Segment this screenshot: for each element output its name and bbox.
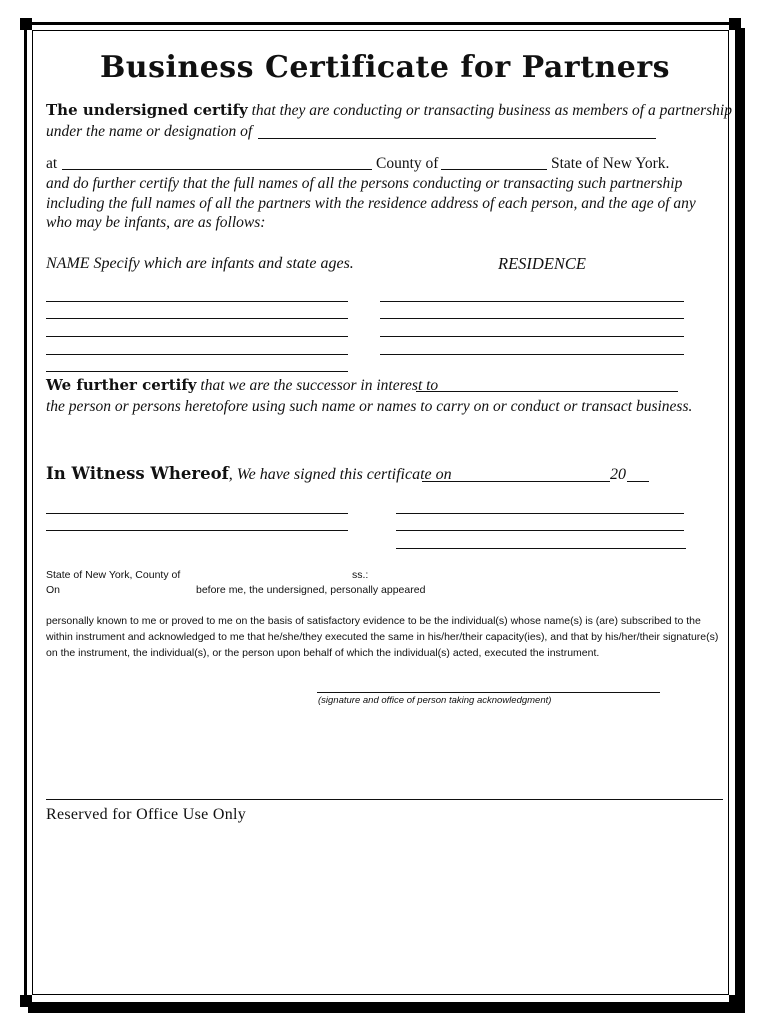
partnership-name-field[interactable] xyxy=(258,138,656,139)
state-label: State of New York. xyxy=(551,155,670,172)
page-title: Business Certificate for Partners xyxy=(99,50,671,85)
office-use-label: Reserved for Office Use Only xyxy=(46,806,247,823)
office-use-divider xyxy=(46,799,723,800)
intro-rest: that they are conducting or transacting business as members of a partnership xyxy=(247,102,732,119)
county-label: County of xyxy=(376,155,439,172)
successor-line-2: the person or persons heretofore using such name or names to carry on or conduct or transact business. xyxy=(46,398,693,415)
partner-name-field[interactable] xyxy=(46,336,348,337)
corner-ornament-bottom-right xyxy=(729,995,741,1007)
corner-ornament-top-left xyxy=(20,18,32,30)
successor-line-1 xyxy=(46,376,438,395)
successor-field[interactable] xyxy=(416,391,678,392)
witness-rest: , We have signed this certificate on xyxy=(228,466,452,483)
signing-date-field[interactable] xyxy=(422,481,610,482)
notary-signature-field[interactable] xyxy=(317,692,660,693)
ack-body: personally known to me or proved to me on the basis of satisfactory evidence to be the individual(s) whose name(s) is (are) subscribed to the within instrument and acknowledged to me that he/she/they executed the same in his/her/their capacity(ies), and that by his/her/their signature(s) on the instrument, the individual(s), or the person upon behalf of which the individual(s) acted, executed the instrument. xyxy=(46,615,719,659)
certify-paragraph: and do further certify that the full names of all the persons conducting or transacting such partnership including the full names of all the partners with the residence address of each person, and the age of any who may be infants, are as follows: xyxy=(46,175,696,231)
notary-signature-caption: (signature and office of person taking acknowledgment) xyxy=(318,695,552,706)
address-field[interactable] xyxy=(62,169,372,170)
intro-line-2: under the name or designation of xyxy=(46,123,253,140)
corner-ornament-bottom-left xyxy=(20,995,32,1007)
ack-state-county: State of New York, County of xyxy=(46,569,181,581)
partner-residence-field[interactable] xyxy=(380,336,684,337)
signature-field[interactable] xyxy=(46,530,348,531)
intro-lead: The undersigned certify xyxy=(46,101,248,119)
ack-before-me: before me, the undersigned, personally appeared xyxy=(196,584,426,596)
at-label: at xyxy=(46,155,58,172)
ack-ss: ss.: xyxy=(352,569,369,581)
successor-rest: that we are the successor in interest to xyxy=(196,377,439,394)
corner-ornament-top-right xyxy=(729,18,741,30)
signature-field[interactable] xyxy=(396,530,684,531)
residence-column-header: RESIDENCE xyxy=(498,254,586,273)
intro-line-1 xyxy=(46,101,732,120)
partner-name-field[interactable] xyxy=(46,354,348,355)
partner-name-field[interactable] xyxy=(46,371,348,372)
signing-year-field[interactable] xyxy=(627,481,649,482)
signature-field[interactable] xyxy=(396,548,686,549)
partner-name-field[interactable] xyxy=(46,301,348,302)
year-prefix: 20 xyxy=(610,466,626,483)
partner-residence-field[interactable] xyxy=(380,301,684,302)
witness-line xyxy=(46,464,452,484)
county-field[interactable] xyxy=(441,169,547,170)
partner-residence-field[interactable] xyxy=(380,354,684,355)
ack-on-label: On xyxy=(46,584,61,596)
signature-field[interactable] xyxy=(396,513,684,514)
name-column-header: NAME Specify which are infants and state ages. xyxy=(46,255,354,272)
signature-field[interactable] xyxy=(46,513,348,514)
partner-name-field[interactable] xyxy=(46,318,348,319)
partner-residence-field[interactable] xyxy=(380,318,684,319)
successor-lead: We further certify xyxy=(46,376,197,394)
witness-lead: In Witness Whereof xyxy=(46,464,229,483)
